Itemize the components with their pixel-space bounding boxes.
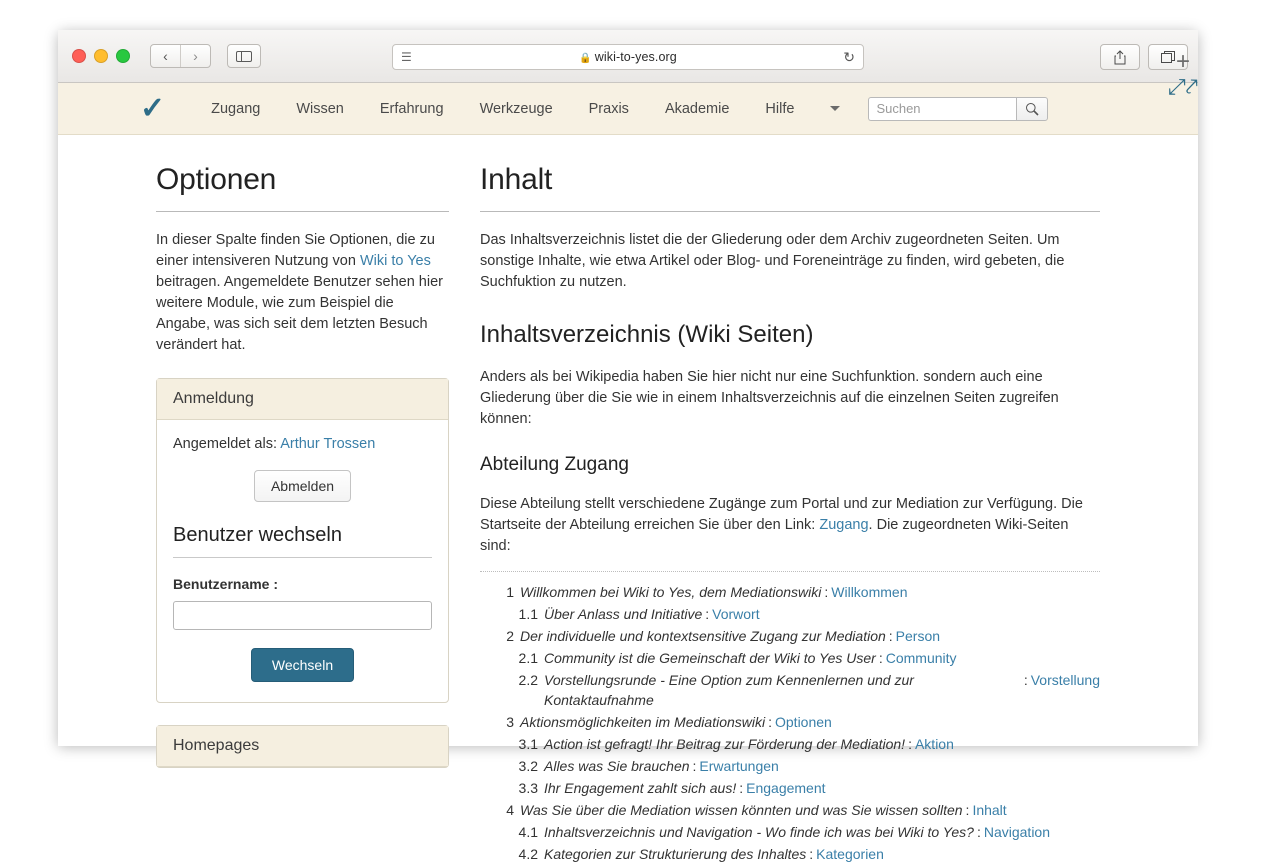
toc-entry — [480, 648, 1100, 668]
toc-separator: : — [692, 758, 697, 774]
sidebar-toggle-icon[interactable] — [227, 44, 261, 68]
toc-title: Action ist gefragt! Ihr Beitrag zur Förderung der Mediation! — [544, 736, 906, 752]
toc-entry — [480, 734, 1100, 754]
page-content — [58, 135, 1198, 862]
toc-separator: : — [824, 584, 829, 600]
toc-number: 4 — [506, 802, 514, 818]
toc-separator: : — [965, 802, 970, 818]
reader-view-icon[interactable]: ☰ — [401, 50, 412, 64]
forward-icon[interactable]: › — [193, 48, 198, 64]
anmeldung-panel-header: Anmeldung — [157, 379, 448, 420]
toc-separator: : — [809, 846, 814, 862]
nav-item-wissen[interactable]: Wissen — [296, 100, 344, 117]
toc-entry — [480, 822, 1100, 842]
department-text — [480, 494, 1100, 557]
browser-window — [58, 30, 1198, 862]
url-text: 🔒 wiki-to-yes.org — [579, 50, 677, 64]
toc-title: Über Anlass und Initiative — [544, 606, 703, 622]
nav-item-hilfe[interactable]: Hilfe — [765, 100, 795, 117]
nav-item-akademie[interactable]: Akademie — [664, 100, 730, 117]
toc-link[interactable]: Vorwort — [712, 606, 760, 622]
content-column — [480, 163, 1100, 866]
share-icon[interactable] — [1100, 44, 1140, 70]
toc-entry — [480, 582, 1100, 602]
toc-separator: : — [908, 736, 912, 752]
minimize-window-button[interactable] — [94, 49, 108, 63]
toc-link[interactable]: Community — [885, 650, 957, 666]
logged-in-label: Angemeldet als: — [173, 436, 281, 452]
toc-title: Kategorien zur Strukturierung des Inhaltes — [544, 846, 807, 862]
back-icon[interactable]: ‹ — [151, 45, 181, 67]
nav-item-erfahrung[interactable]: Erfahrung — [379, 100, 444, 117]
toc-entry — [480, 604, 1100, 624]
toc-separator: : — [888, 628, 893, 644]
options-intro-part1: In dieser Spalte finden Sie Optionen, die zu einer intensiveren Nutzung von — [156, 232, 435, 269]
toc-link[interactable]: Engagement — [746, 780, 826, 796]
toc-number: 3 — [506, 714, 514, 730]
close-window-button[interactable] — [72, 49, 86, 63]
zoom-window-button[interactable] — [116, 49, 130, 63]
toc-link[interactable]: Kategorien — [816, 846, 884, 862]
username-input[interactable] — [173, 601, 432, 630]
toc-title: Ihr Engagement zahlt sich aus! — [544, 780, 737, 796]
nav-item-werkzeuge[interactable]: Werkzeuge — [479, 100, 553, 117]
toc-title: Inhaltsverzeichnis und Navigation - Wo finde ich was bei Wiki to Yes? — [544, 824, 974, 840]
toc-separator: : — [976, 824, 981, 840]
department-text-part2: . Die zugeordneten Wiki-Seiten sind: — [480, 517, 1069, 554]
homepages-panel-header: Homepages — [157, 726, 448, 767]
checkmark-logo[interactable]: ✓ — [140, 91, 166, 125]
search-button[interactable] — [1016, 97, 1048, 121]
page-title-inhalt: Inhalt — [480, 163, 1100, 212]
window-controls — [72, 49, 130, 63]
toc-separator: : — [1023, 672, 1028, 688]
anmeldung-panel — [156, 378, 449, 703]
toc-separator: : — [739, 780, 744, 796]
address-bar[interactable] — [392, 44, 864, 70]
toc-entry — [480, 800, 1100, 820]
options-intro-part2: beitragen. Angemeldete Benutzer sehen hier weitere Module, wie zum Beispiel die Angabe, was sich seit dem letzten Besuch verändert hat. — [156, 274, 443, 353]
toc-entry — [480, 670, 1100, 710]
toc-divider — [480, 571, 1100, 572]
toc-link[interactable]: Navigation — [983, 824, 1050, 840]
toc-title: Aktionsmöglichkeiten im Mediationswiki — [520, 714, 766, 730]
toc-link[interactable]: Vorstellung — [1030, 672, 1100, 688]
expand-arrows-icon[interactable]: ⤢⤤ — [1168, 74, 1198, 99]
toc-title: Willkommen bei Wiki to Yes, dem Mediationswiki — [520, 584, 822, 600]
nav-item-praxis[interactable]: Praxis — [588, 100, 629, 117]
lock-icon: 🔒 — [579, 53, 592, 64]
toc-entry — [480, 712, 1100, 732]
toc-entry — [480, 844, 1100, 864]
toc-entry — [480, 778, 1100, 798]
toc-number: 2 — [506, 628, 514, 644]
toc-number: 4.1 — [518, 824, 538, 840]
new-tab-icon[interactable]: + — [1176, 48, 1191, 75]
logout-button[interactable]: Abmelden — [254, 470, 351, 502]
site-header — [58, 83, 1198, 135]
homepages-panel — [156, 725, 449, 768]
switch-user-button[interactable]: Wechseln — [251, 648, 354, 682]
site-search — [868, 97, 1048, 121]
toc-number: 3.2 — [518, 758, 538, 774]
toc-link[interactable]: Optionen — [775, 714, 832, 730]
toc-number: 2.1 — [518, 650, 538, 666]
toc-number: 3.1 — [518, 736, 538, 752]
options-column — [156, 163, 449, 768]
search-input[interactable] — [868, 97, 1016, 121]
toc-link[interactable]: Willkommen — [831, 584, 908, 600]
options-intro — [156, 230, 449, 356]
toolbar-right-buttons — [1100, 44, 1188, 70]
main-navigation — [193, 101, 840, 117]
department-text-part1: Diese Abteilung stellt verschiedene Zugänge zum Portal und zur Mediation zur Verfügung. Die Startseite der Abteilung erreichen Sie über den Link: — [480, 496, 1083, 533]
toc-number: 3.3 — [518, 780, 538, 796]
department-heading-zugang: Abteilung Zugang — [480, 454, 629, 475]
toc-entry — [480, 756, 1100, 776]
reload-icon[interactable]: ↻ — [843, 49, 855, 65]
wiki-to-yes-link[interactable]: Wiki to Yes — [359, 253, 431, 269]
content-intro: Das Inhaltsverzeichnis listet die der Gliederung oder dem Archiv zugeordneten Seiten. Um sonstige Inhalte, wie etwa Artikel oder Blog- und Foreneinträge zu finden, wird gebeten, die Suchfuktion zu nutzen. — [480, 232, 1065, 290]
toc-separator: : — [878, 650, 883, 666]
toc-title: Was Sie über die Mediation wissen könnten und was Sie wissen sollten — [520, 802, 963, 818]
navigation-buttons — [150, 44, 211, 68]
toc-entry — [480, 626, 1100, 646]
page-title-optionen: Optionen — [156, 163, 449, 212]
toc-link[interactable]: Person — [895, 628, 941, 644]
anmeldung-panel-body — [157, 420, 448, 702]
chevron-down-icon[interactable] — [830, 106, 840, 111]
toc-link[interactable]: Aktion — [914, 736, 954, 752]
current-user-link[interactable]: Arthur Trossen — [280, 436, 376, 452]
toc-title: Vorstellungsrunde - Eine Option zum Kennenlernen und zur Kontaktaufnahme — [544, 672, 914, 708]
toc-title: Community ist die Gemeinschaft der Wiki to Yes User — [544, 650, 876, 666]
toc-separator: : — [705, 606, 710, 622]
nav-item-zugang[interactable]: Zugang — [211, 100, 261, 117]
toc-title: Der individuelle und kontextsensitive Zugang zur Mediation — [520, 628, 886, 644]
toc-link[interactable]: Erwartungen — [699, 758, 779, 774]
toc-number: 1.1 — [518, 606, 538, 622]
table-of-contents — [480, 582, 1100, 864]
browser-titlebar — [58, 30, 1198, 83]
toc-link[interactable]: Inhalt — [972, 802, 1007, 818]
toc-number: 2.2 — [518, 672, 538, 688]
toc-title: Alles was Sie brauchen — [544, 758, 690, 774]
section-text: Anders als bei Wikipedia haben Sie hier nicht nur eine Suchfunktion. sondern auch eine Gliederung über die Sie wie in einem Inhaltsverzeichnis auf die einzelnen Seiten zugreifen können: — [480, 369, 1059, 427]
toc-number: 1 — [506, 584, 514, 600]
username-label: Benutzername : — [173, 576, 279, 592]
switch-user-heading: Benutzer wechseln — [173, 524, 432, 558]
toc-separator: : — [768, 714, 772, 730]
zugang-link[interactable]: Zugang — [819, 517, 869, 533]
toc-number: 4.2 — [518, 846, 538, 862]
logged-in-status — [173, 436, 432, 452]
section-heading-inhaltsverzeichnis: Inhaltsverzeichnis (Wiki Seiten) — [480, 321, 814, 348]
